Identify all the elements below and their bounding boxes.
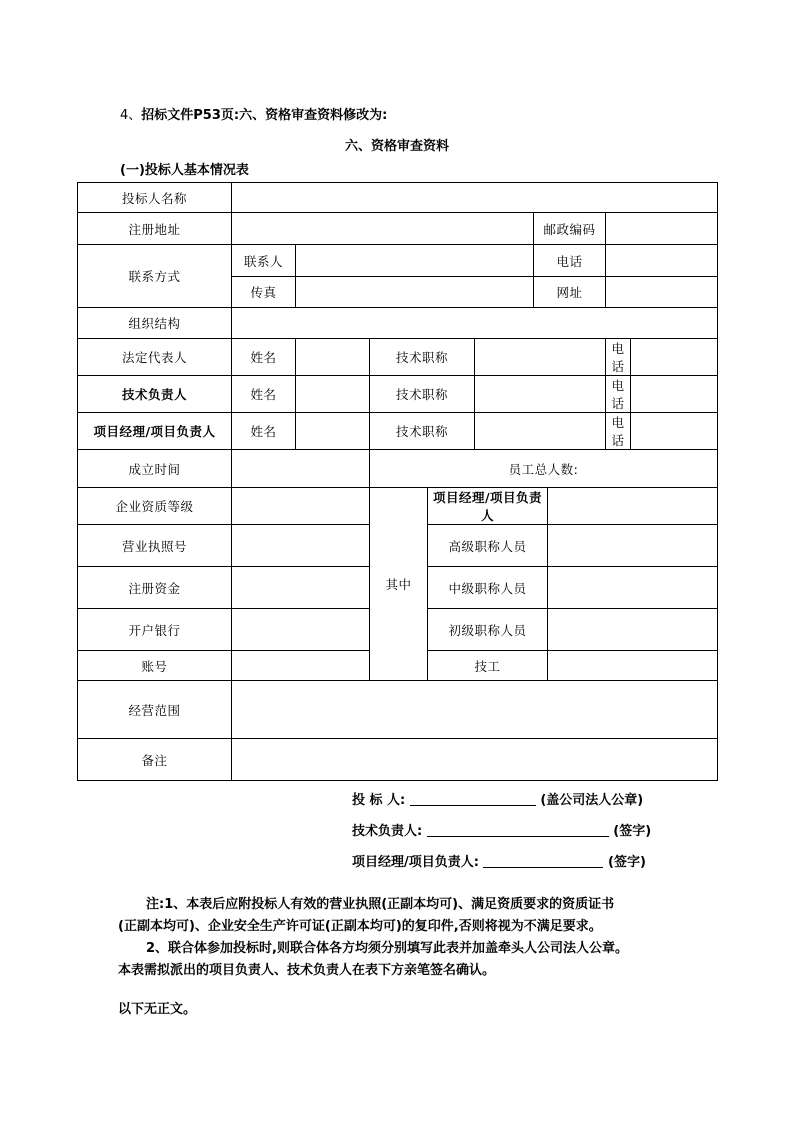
table-title: (一)投标人基本情况表 — [120, 163, 249, 178]
technician-field[interactable] — [548, 651, 718, 681]
bidder-signature-suffix: (盖公司法人公章) — [540, 793, 644, 808]
reg-capital-field[interactable] — [232, 567, 370, 609]
legal-rep-label: 法定代表人 — [78, 339, 232, 376]
reg-capital-label: 注册资金 — [78, 567, 232, 609]
senior-staff-field[interactable] — [548, 525, 718, 567]
table-row — [78, 245, 718, 277]
table-row — [78, 308, 718, 339]
table-row — [78, 183, 718, 213]
bidder-name-label: 投标人名称 — [78, 183, 232, 213]
tech-lead-title-label: 技术职称 — [370, 376, 475, 413]
mid-staff-field[interactable] — [548, 567, 718, 609]
license-no-label: 营业执照号 — [78, 525, 232, 567]
license-no-field[interactable] — [232, 525, 370, 567]
end-of-text: 以下无正文。 — [118, 1002, 197, 1017]
staff-total-label: 员工总人数: — [370, 450, 718, 488]
pm-signature-line[interactable] — [483, 854, 603, 868]
legal-rep-phone-label: 电话 — [606, 339, 631, 376]
table-row — [78, 681, 718, 739]
tech-lead-signature-line[interactable] — [427, 823, 609, 837]
bank-field[interactable] — [232, 609, 370, 651]
website-label: 网址 — [534, 277, 606, 308]
among-label: 其中 — [370, 488, 428, 681]
bidder-signature-row — [352, 789, 643, 808]
tech-lead-title-field[interactable] — [475, 376, 606, 413]
legal-rep-title-label: 技术职称 — [370, 339, 475, 376]
contact-method-label: 联系方式 — [78, 245, 232, 308]
tech-lead-label: 技术负责人 — [78, 376, 232, 413]
amendment-number: 4、 — [120, 108, 142, 123]
mid-staff-label: 中级职称人员 — [428, 567, 548, 609]
fax-label: 传真 — [232, 277, 296, 308]
pm-name-label: 姓名 — [232, 413, 296, 450]
senior-staff-label: 高级职称人员 — [428, 525, 548, 567]
qualification-label: 企业资质等级 — [78, 488, 232, 525]
postal-code-field[interactable] — [606, 213, 718, 245]
contact-phone-field[interactable] — [606, 245, 718, 277]
contact-person-field[interactable] — [296, 245, 534, 277]
tech-lead-name-label: 姓名 — [232, 376, 296, 413]
tech-lead-signature-row — [352, 820, 651, 839]
qualification-field[interactable] — [232, 488, 370, 525]
org-structure-field[interactable] — [232, 308, 718, 339]
notes-block — [118, 894, 678, 982]
remarks-field[interactable] — [232, 739, 718, 781]
pm-phone-field[interactable] — [631, 413, 718, 450]
legal-rep-name-label: 姓名 — [232, 339, 296, 376]
business-scope-field[interactable] — [232, 681, 718, 739]
table-row — [78, 376, 718, 413]
tech-lead-phone-label: 电话 — [606, 376, 631, 413]
tech-lead-signature-label: 技术负责人: — [352, 824, 423, 839]
org-structure-label: 组织结构 — [78, 308, 232, 339]
tech-lead-signature-suffix: (签字) — [613, 824, 652, 839]
founded-field[interactable] — [232, 450, 370, 488]
table-row — [78, 488, 718, 525]
note1-line1: 注:1、本表后应附投标人有效的营业执照(正副本均可)、满足资质要求的资质证书 — [146, 897, 615, 912]
junior-staff-field[interactable] — [548, 609, 718, 651]
pm-signature-label: 项目经理/项目负责人: — [352, 855, 479, 870]
postal-code-label: 邮政编码 — [534, 213, 606, 245]
website-field[interactable] — [606, 277, 718, 308]
account-label: 账号 — [78, 651, 232, 681]
amendment-text: 招标文件P53页:六、资格审查资料修改为: — [141, 108, 388, 123]
pm-staff-label: 项目经理/项目负责人 — [428, 488, 548, 525]
amendment-line — [120, 104, 387, 123]
table-row — [78, 413, 718, 450]
legal-rep-phone-field[interactable] — [631, 339, 718, 376]
reg-address-field[interactable] — [232, 213, 534, 245]
reg-address-label: 注册地址 — [78, 213, 232, 245]
bidder-signature-line[interactable] — [410, 792, 536, 806]
table-row — [78, 213, 718, 245]
pm-signature-suffix: (签字) — [608, 855, 646, 870]
pm-staff-field[interactable] — [548, 488, 718, 525]
account-field[interactable] — [232, 651, 370, 681]
tech-lead-name-field[interactable] — [296, 376, 370, 413]
table-row — [78, 339, 718, 376]
pm-signature-row — [352, 851, 646, 870]
pm-name-field[interactable] — [296, 413, 370, 450]
junior-staff-label: 初级职称人员 — [428, 609, 548, 651]
founded-label: 成立时间 — [78, 450, 232, 488]
bidder-info-table — [77, 182, 718, 781]
fax-field[interactable] — [296, 277, 534, 308]
pm-label: 项目经理/项目负责人 — [78, 413, 232, 450]
legal-rep-title-field[interactable] — [475, 339, 606, 376]
pm-phone-label: 电话 — [606, 413, 631, 450]
pm-title-label: 技术职称 — [370, 413, 475, 450]
contact-person-label: 联系人 — [232, 245, 296, 277]
contact-phone-label: 电话 — [534, 245, 606, 277]
legal-rep-name-field[interactable] — [296, 339, 370, 376]
technician-label: 技工 — [428, 651, 548, 681]
remarks-label: 备注 — [78, 739, 232, 781]
table-row — [78, 739, 718, 781]
pm-title-field[interactable] — [475, 413, 606, 450]
table-row — [78, 450, 718, 488]
business-scope-label: 经营范围 — [78, 681, 232, 739]
bidder-name-field[interactable] — [232, 183, 718, 213]
tech-lead-phone-field[interactable] — [631, 376, 718, 413]
bidder-signature-label: 投 标 人: — [352, 793, 406, 808]
note1-line2: (正副本均可)、企业安全生产许可证(正副本均可)的复印件,否则将视为不满足要求。 — [118, 919, 602, 934]
bank-label: 开户银行 — [78, 609, 232, 651]
note2-line2: 本表需拟派出的项目负责人、技术负责人在表下方亲笔签名确认。 — [118, 963, 496, 978]
note2-line1: 2、联合体参加投标时,则联合体各方均须分别填写此表并加盖牵头人公司法人公章。 — [146, 941, 628, 956]
section-title: 六、资格审查资料 — [344, 139, 449, 154]
